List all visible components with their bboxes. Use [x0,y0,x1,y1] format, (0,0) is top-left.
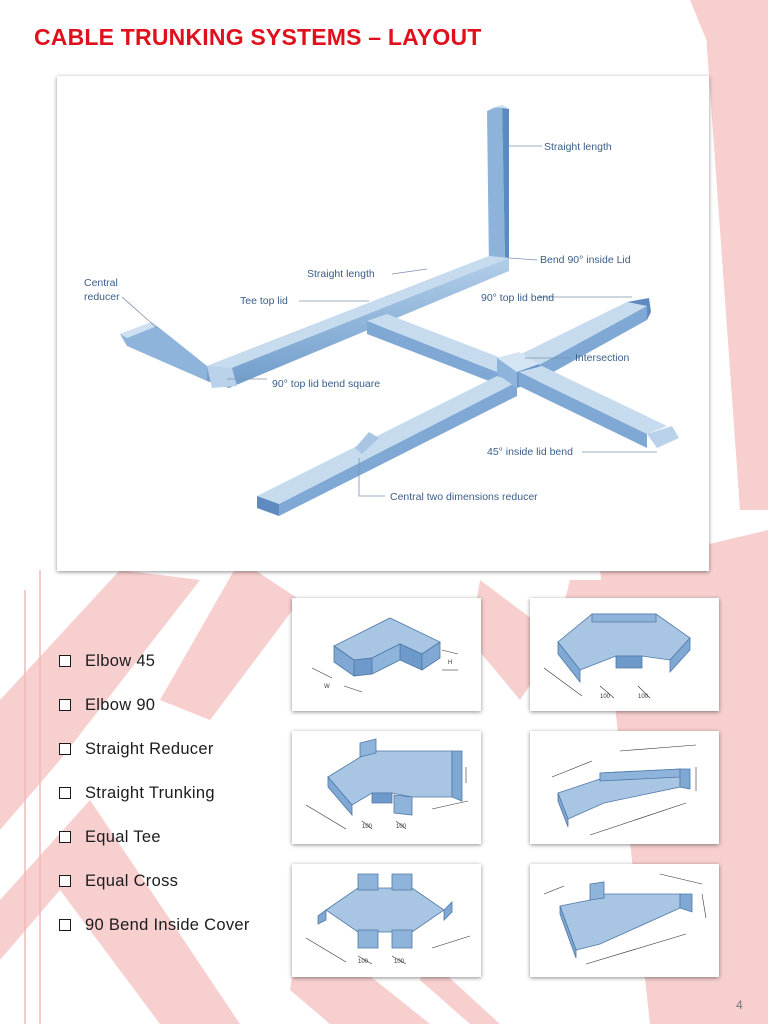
item-label-straight-reducer: Straight Reducer [85,740,214,758]
item-label-elbow-90: Elbow 90 [85,696,156,714]
elbow-90-drawing [292,598,481,711]
equal-tee-drawing [292,731,481,844]
elbow-45-drawing [530,598,719,711]
list-item [59,696,250,740]
dim-100-f: 100 [394,959,405,965]
label-45-inside-lid-bend: 45° inside lid bend [487,446,573,458]
label-bend-90-inside-lid: Bend 90° inside Lid [540,254,631,266]
page-number: 4 [736,998,743,1012]
checkbox-icon [59,655,71,667]
item-label-equal-tee: Equal Tee [85,828,161,846]
dim-100-b: 100 [638,694,649,700]
lower-right-branch [519,366,679,448]
label-90-top-lid-bend-square: 90° top lid bend square [272,378,381,390]
label-straight-length-top: Straight length [544,141,612,153]
layout-diagram-panel [57,76,709,571]
label-central-reducer-line1: Central [84,277,118,289]
checkbox-icon [59,919,71,931]
equal-cross-drawing [292,864,481,977]
item-label-equal-cross: Equal Cross [85,872,179,890]
trunking-layout-diagram [57,76,709,571]
equal-tee-thumbnail [292,731,481,844]
bend-inside-cover-drawing [530,864,719,977]
list-item [59,872,250,916]
elbow-90-thumbnail [292,598,481,711]
item-label-90-bend-inside-cover: 90 Bend Inside Cover [85,916,250,934]
dim-100-d: 100 [396,824,407,830]
list-item [59,916,250,960]
checkbox-icon [59,787,71,799]
page-title: CABLE TRUNKING SYSTEMS – LAYOUT [34,24,482,50]
dim-100-c: 100 [362,824,373,830]
elbow-45-thumbnail [530,598,719,711]
label-central-reducer-line2: reducer [84,291,120,303]
item-label-elbow-45: Elbow 45 [85,652,156,670]
list-item [59,828,250,872]
checkbox-icon [59,699,71,711]
bend-inside-cover-thumbnail [530,864,719,977]
equal-cross-thumbnail [292,864,481,977]
label-straight-length-mid: Straight length [307,268,375,280]
dim-w: W [324,684,330,690]
dim-h: H [448,660,453,666]
label-intersection: Intersection [575,352,630,364]
dim-100-a: 100 [600,694,611,700]
list-item [59,784,250,828]
checkbox-icon [59,743,71,755]
straight-reducer-drawing [530,731,719,844]
label-central-two-dimensions-reducer: Central two dimensions reducer [390,491,538,503]
label-tee-top-lid: Tee top lid [240,295,288,307]
vertical-straight-length [487,105,509,268]
item-label-straight-trunking: Straight Trunking [85,784,215,802]
dim-100-e: 100 [358,959,369,965]
list-item [59,740,250,784]
straight-reducer-thumbnail [530,731,719,844]
checkbox-icon [59,831,71,843]
label-90-top-lid-bend: 90° top lid bend [481,292,555,304]
product-list [59,652,250,960]
checkbox-icon [59,875,71,887]
list-item [59,652,250,696]
